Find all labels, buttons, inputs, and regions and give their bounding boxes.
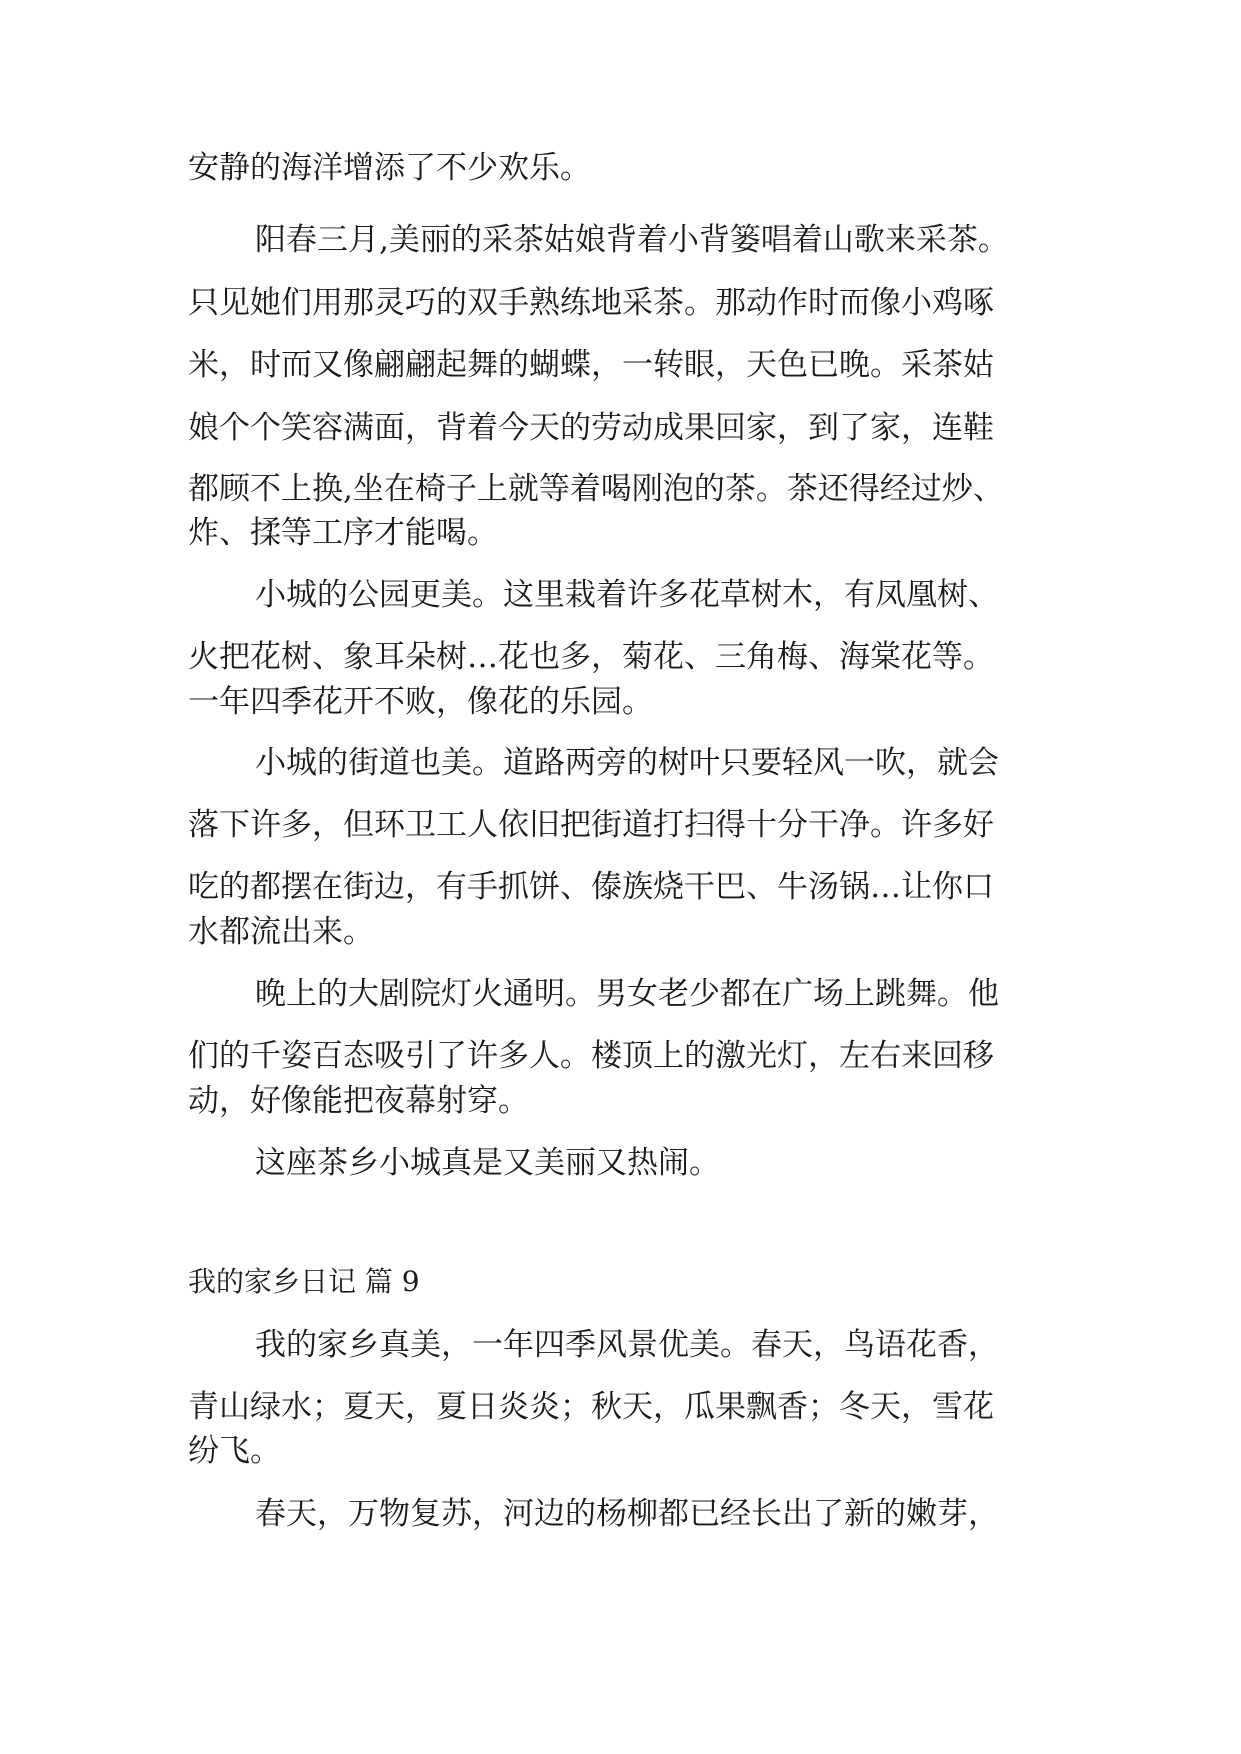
text-line: 小城的公园更美。这里栽着许多花草树木，有凤凰树、 <box>255 577 999 613</box>
text-line: 火把花树、象耳朵树…花也多，菊花、三角梅、海棠花等。 <box>188 639 994 675</box>
text-line: 我的家乡真美，一年四季风景优美。春天，鸟语花香， <box>255 1327 999 1363</box>
text-line: 晚上的大剧院灯火通明。男女老少都在广场上跳舞。他 <box>255 976 999 1012</box>
text-line: 只见她们用那灵巧的双手熟练地采茶。那动作时而像小鸡啄 <box>188 285 994 321</box>
text-line: 春天，万物复苏，河边的杨柳都已经长出了新的嫩芽， <box>255 1496 999 1532</box>
text-line: 阳春三月,美丽的采茶姑娘背着小背篓唱着山歌来采茶。 <box>255 222 1009 258</box>
text-line: 水都流出来。 <box>188 914 374 950</box>
text-line: 一年四季花开不败，像花的乐园。 <box>188 684 653 720</box>
text-line: 青山绿水；夏天，夏日炎炎；秋天，瓜果飘香；冬天，雪花 <box>188 1389 994 1425</box>
text-line: 安静的海洋增添了不少欢乐。 <box>188 150 591 186</box>
text-line: 落下许多，但环卫工人依旧把街道打扫得十分干净。许多好 <box>188 807 994 843</box>
text-line: 米，时而又像翩翩起舞的蝴蝶，一转眼，天色已晚。采茶姑 <box>188 347 994 383</box>
text-line: 吃的都摆在街边，有手抓饼、傣族烧干巴、牛汤锅…让你口 <box>188 869 994 905</box>
text-line: 小城的街道也美。道路两旁的树叶只要轻风一吹，就会 <box>255 745 999 781</box>
text-line: 这座茶乡小城真是又美丽又热闹。 <box>255 1145 720 1181</box>
text-line: 炸、揉等工序才能喝。 <box>188 515 498 551</box>
text-line: 纷飞。 <box>188 1433 281 1469</box>
text-line: 们的千姿百态吸引了许多人。楼顶上的激光灯，左右来回移 <box>188 1038 994 1074</box>
section-heading: 我的家乡日记 篇 9 <box>188 1265 420 1298</box>
text-line: 动，好像能把夜幕射穿。 <box>188 1083 529 1119</box>
text-line: 都顾不上换,坐在椅子上就等着喝刚泡的茶。茶还得经过炒、 <box>188 471 1004 507</box>
text-line: 娘个个笑容满面，背着今天的劳动成果回家，到了家，连鞋 <box>188 410 994 446</box>
